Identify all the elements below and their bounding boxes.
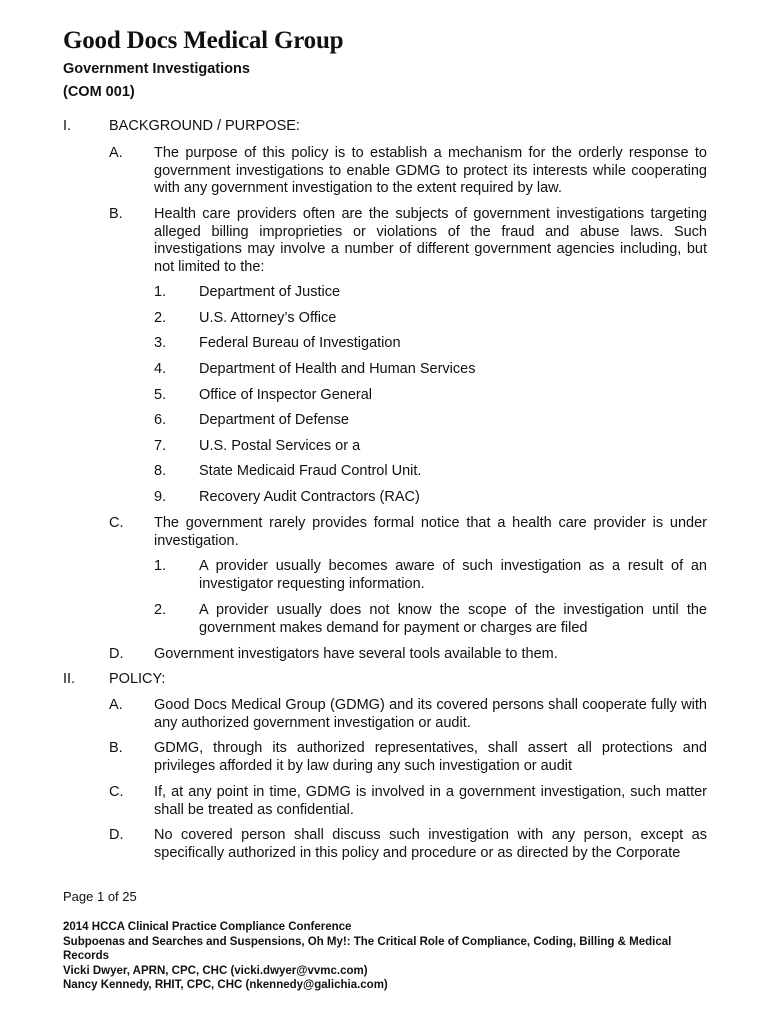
policy-code: (COM 001) [63,84,135,100]
list-item: Recovery Audit Contractors (RAC) [199,489,420,505]
list-item: Office of Inspector General [199,387,373,403]
list-item: A provider usually does not know the scope of the investigation until the government makes demand for payment or charges are filed [199,602,707,636]
paragraph: GDMG, through its authorized representatives, shall assert all protections and privileges afforded it by law during any such investigation or audit [154,740,707,774]
item-letter: B. [109,206,123,222]
section-heading: BACKGROUND / PURPOSE: [109,118,300,134]
item-letter: D. [109,827,124,843]
list-item: U.S. Postal Services or a [199,438,361,454]
paragraph: The purpose of this policy is to establish a mechanism for the orderly response to government investigations to enable GDMG to protect its interests while cooperating with any government investigation to the extent required by law. [154,145,707,197]
section-number: II. [63,671,76,687]
item-letter: A. [109,697,123,713]
list-number: 7. [154,438,167,454]
footer-presenter-2: Nancy Kennedy, RHIT, CPC, CHC (nkennedy@galichia.com) [63,979,388,992]
conference-footer [63,920,703,993]
footer-presenter-1: Vicki Dwyer, APRN, CPC, CHC (vicki.dwyer@vvmc.com) [63,964,368,977]
list-item: Department of Defense [199,412,349,428]
list-number: 4. [154,361,167,377]
paragraph: The government rarely provides formal notice that a health care provider is under investigation. [154,515,707,549]
organization-title: Good Docs Medical Group [63,27,344,54]
list-number: 6. [154,412,167,428]
list-item: Federal Bureau of Investigation [199,335,401,351]
list-number: 1. [154,284,167,300]
list-item: Department of Justice [199,284,341,300]
paragraph: Government investigators have several tools available to them. [154,646,558,662]
section-heading: POLICY: [109,671,166,687]
paragraph: Health care providers often are the subjects of government investigations targeting alleged billing improprieties or violations of the fraud and abuse laws. Such investigations may involve a number of different government agencies including, but not limited to the: [154,206,707,275]
paragraph: If, at any point in time, GDMG is involved in a government investigation, such matter shall be treated as confidential. [154,784,707,818]
item-letter: B. [109,740,123,756]
list-number: 2. [154,602,167,618]
item-letter: A. [109,145,123,161]
item-letter: C. [109,784,124,800]
footer-session-title: Subpoenas and Searches and Suspensions, Oh My!: The Critical Role of Compliance, Coding, Billing & Medical Records [63,935,672,963]
list-item: U.S. Attorney’s Office [199,310,337,326]
list-number: 8. [154,463,167,479]
policy-title: Government Investigations [63,61,250,77]
paragraph: Good Docs Medical Group (GDMG) and its covered persons shall cooperate fully with any authorized government investigation or audit. [154,697,707,731]
list-item: A provider usually becomes aware of such investigation as a result of an investigator requesting information. [199,558,707,592]
list-item: State Medicaid Fraud Control Unit. [199,463,422,479]
list-number: 9. [154,489,167,505]
list-item: Department of Health and Human Services [199,361,476,377]
paragraph: No covered person shall discuss such investigation with any person, except as specifically authorized in this policy and procedure or as directed by the Corporate [154,827,707,861]
section-number: I. [63,118,72,134]
list-number: 3. [154,335,167,351]
item-letter: D. [109,646,124,662]
list-number: 5. [154,387,167,403]
page-number: Page 1 of 25 [63,889,137,904]
list-number: 1. [154,558,167,574]
list-number: 2. [154,310,167,326]
footer-conference: 2014 HCCA Clinical Practice Compliance Conference [63,921,352,933]
item-letter: C. [109,515,124,531]
